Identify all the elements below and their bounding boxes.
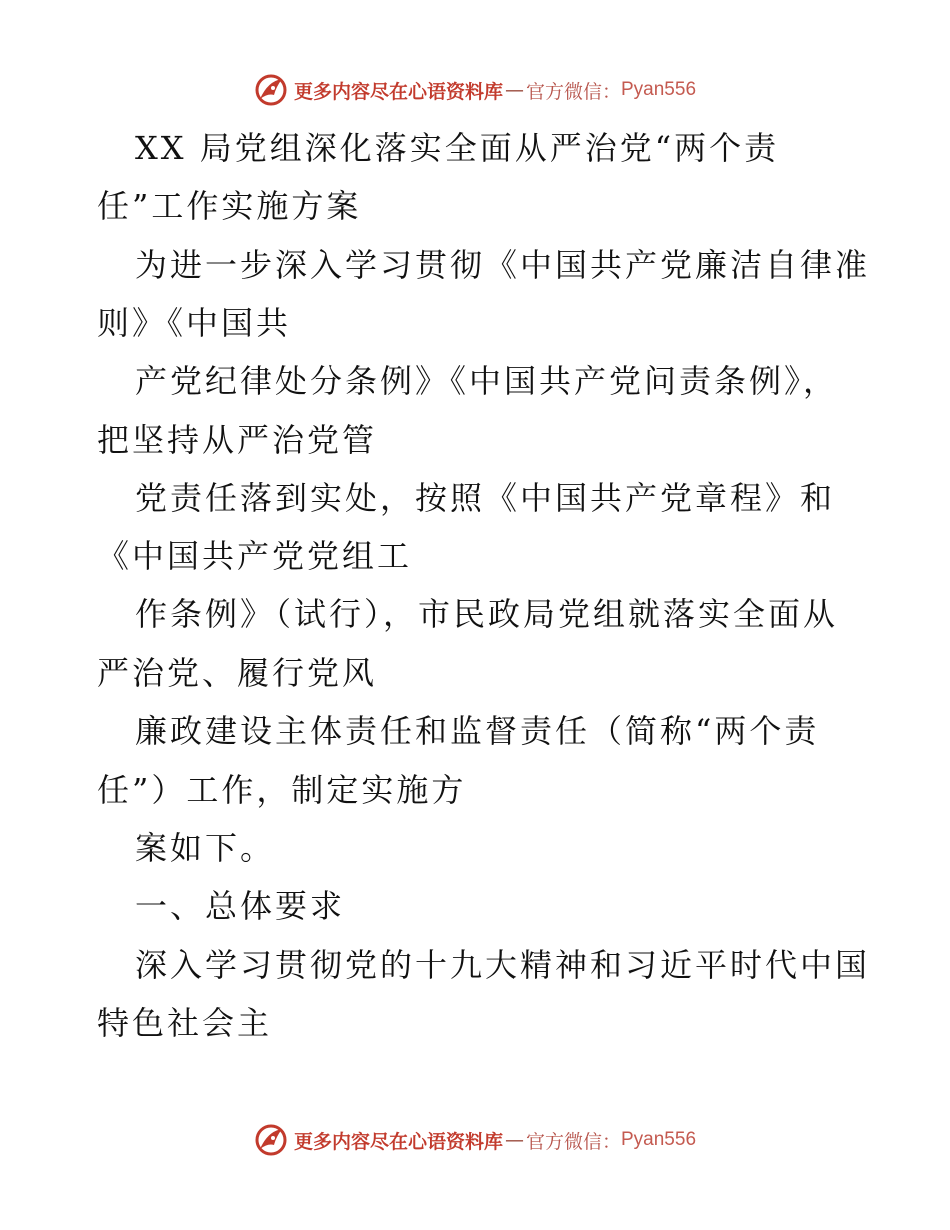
paragraph-line: 严治党、履行党风 — [97, 654, 378, 692]
paragraph-line: 《中国共产党党组工 — [97, 537, 413, 575]
section-heading: 一、总体要求 — [135, 887, 346, 925]
paragraph-line: 为进一步深入学习贯彻《中国共产党廉洁自律准 — [135, 246, 871, 284]
document-title-line-1: XX 局党组深化落实全面从严治党“两个责 — [135, 129, 780, 167]
pen-nib-logo-icon — [254, 1123, 288, 1157]
wechat-label: 官方微信： — [525, 1130, 621, 1153]
paragraph-line: 把坚持从严治党管 — [97, 421, 378, 459]
document-title-line-2: 任”工作实施方案 — [97, 187, 362, 225]
wechat-id: Pyan556 — [621, 79, 697, 100]
paragraph-line: 特色社会主 — [97, 1004, 273, 1042]
paragraph-line: 产党纪律处分条例》《中国共产党问责条例》， — [135, 362, 839, 400]
promo-text: 更多内容尽在心语资料库 — [293, 80, 503, 103]
footer-banner — [0, 1120, 950, 1160]
header-banner — [0, 70, 950, 110]
paragraph-line: 作条例》（试行），市民政局党组就落实全面从 — [135, 595, 839, 633]
paragraph-line: 廉政建设主体责任和监督责任（简称“两个责 — [135, 712, 820, 750]
paragraph-line: 案如下。 — [135, 829, 276, 867]
paragraph-line: 党责任落到实处，按照《中国共产党章程》和 — [135, 479, 836, 517]
wechat-label: 官方微信： — [525, 80, 621, 103]
wechat-id: Pyan556 — [621, 1129, 697, 1150]
paragraph-line: 任”）工作，制定实施方 — [97, 771, 467, 809]
paragraph-line: 深入学习贯彻党的十九大精神和习近平时代中国 — [135, 946, 871, 984]
banner-separator: — — [504, 79, 524, 101]
banner-separator: — — [504, 1129, 524, 1151]
pen-nib-logo-icon — [254, 73, 288, 107]
paragraph-line: 则》《中国共 — [97, 304, 292, 342]
promo-text: 更多内容尽在心语资料库 — [293, 1130, 503, 1153]
